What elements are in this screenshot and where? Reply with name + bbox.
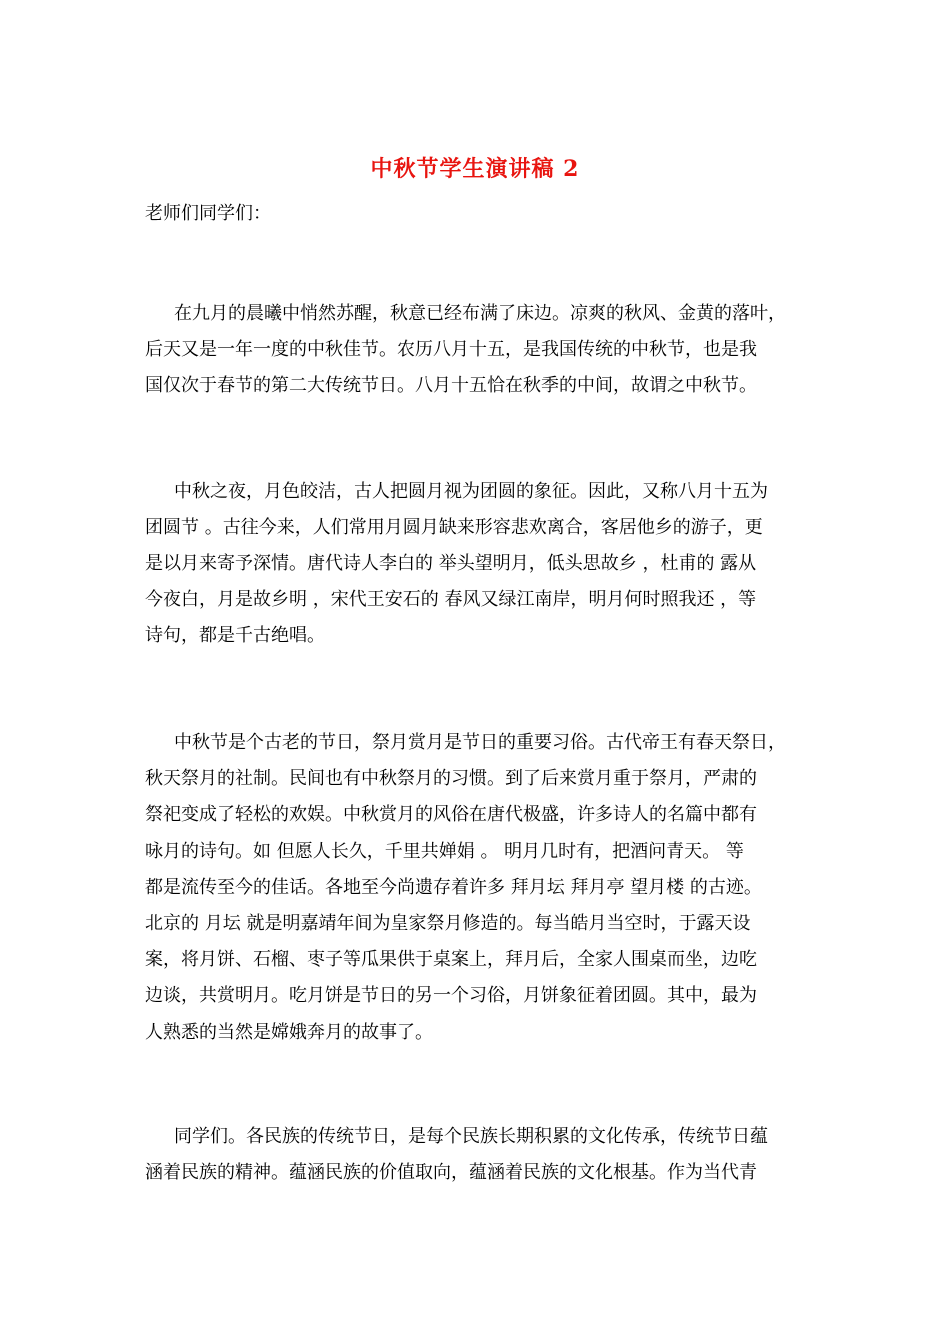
paragraph-line: 秋天祭月的社制。民间也有中秋祭月的习惯。到了后来赏月重于祭月，严肃的 xyxy=(145,768,757,790)
paragraph-4 xyxy=(145,1119,825,1191)
paragraph-line: 案，将月饼、石榴、枣子等瓜果供于桌案上，拜月后，全家人围桌而坐，边吃 xyxy=(145,949,757,971)
greeting-line: 老师们同学们： xyxy=(145,203,271,224)
paragraph-line: 中秋之夜，月色皎洁，古人把圆月视为团圆的象征。因此，又称八月十五为 xyxy=(174,481,768,502)
paragraph-line: 北京的 月坛 就是明嘉靖年间为皇家祭月修造的。每当皓月当空时，于露天设 xyxy=(145,912,751,934)
paragraph-line: 都是流传至今的佳话。各地至今尚遗存着许多 拜月坛 拜月亭 望月楼 的古迹。 xyxy=(145,876,762,898)
paragraph-line: 在九月的晨曦中悄然苏醒，秋意已经布满了床边。凉爽的秋风、金黄的落叶， xyxy=(174,303,786,324)
paragraph-line: 是以月来寄予深情。唐代诗人李白的 举头望明月，低头思故乡 ，杜甫的 露从 xyxy=(145,553,757,574)
paragraph-line: 祭祀变成了轻松的欢娱。中秋赏月的风俗在唐代极盛，许多诗人的名篇中都有 xyxy=(145,804,757,826)
paragraph-line: 边谈，共赏明月。吃月饼是节日的另一个习俗，月饼象征着团圆。其中，最为 xyxy=(145,985,757,1007)
paragraph-line: 同学们。各民族的传统节日，是每个民族长期积累的文化传承，传统节日蕴 xyxy=(174,1126,768,1147)
paragraph-line: 团圆节 。古往今来，人们常用月圆月缺来形容悲欢离合，客居他乡的游子，更 xyxy=(145,517,763,538)
paragraph-2 xyxy=(145,474,825,654)
paragraph-line: 国仅次于春节的第二大传统节日。八月十五恰在秋季的中间，故谓之中秋节。 xyxy=(145,375,757,396)
paragraph-1 xyxy=(145,296,825,404)
document-title: 中秋节学生演讲稿 2 xyxy=(370,156,580,182)
paragraph-line: 人熟悉的当然是嫦娥奔月的故事了。 xyxy=(145,1021,433,1043)
paragraph-line: 咏月的诗句。如 但愿人长久，千里共婵娟 。 明月几时有，把酒问青天。 等 xyxy=(145,840,744,862)
paragraph-line: 中秋节是个古老的节日，祭月赏月是节日的重要习俗。古代帝王有春天祭日， xyxy=(174,732,786,753)
paragraph-line: 涵着民族的精神。蕴涵民族的价值取向，蕴涵着民族的文化根基。作为当代青 xyxy=(145,1162,757,1183)
paragraph-line: 后天又是一年一度的中秋佳节。农历八月十五，是我国传统的中秋节，也是我 xyxy=(145,339,757,360)
paragraph-line: 今夜白，月是故乡明 ，宋代王安石的 春风又绿江南岸，明月何时照我还 ，等 xyxy=(145,589,757,610)
paragraph-3 xyxy=(145,725,825,1051)
paragraph-line: 诗句，都是千古绝唱。 xyxy=(145,625,325,646)
